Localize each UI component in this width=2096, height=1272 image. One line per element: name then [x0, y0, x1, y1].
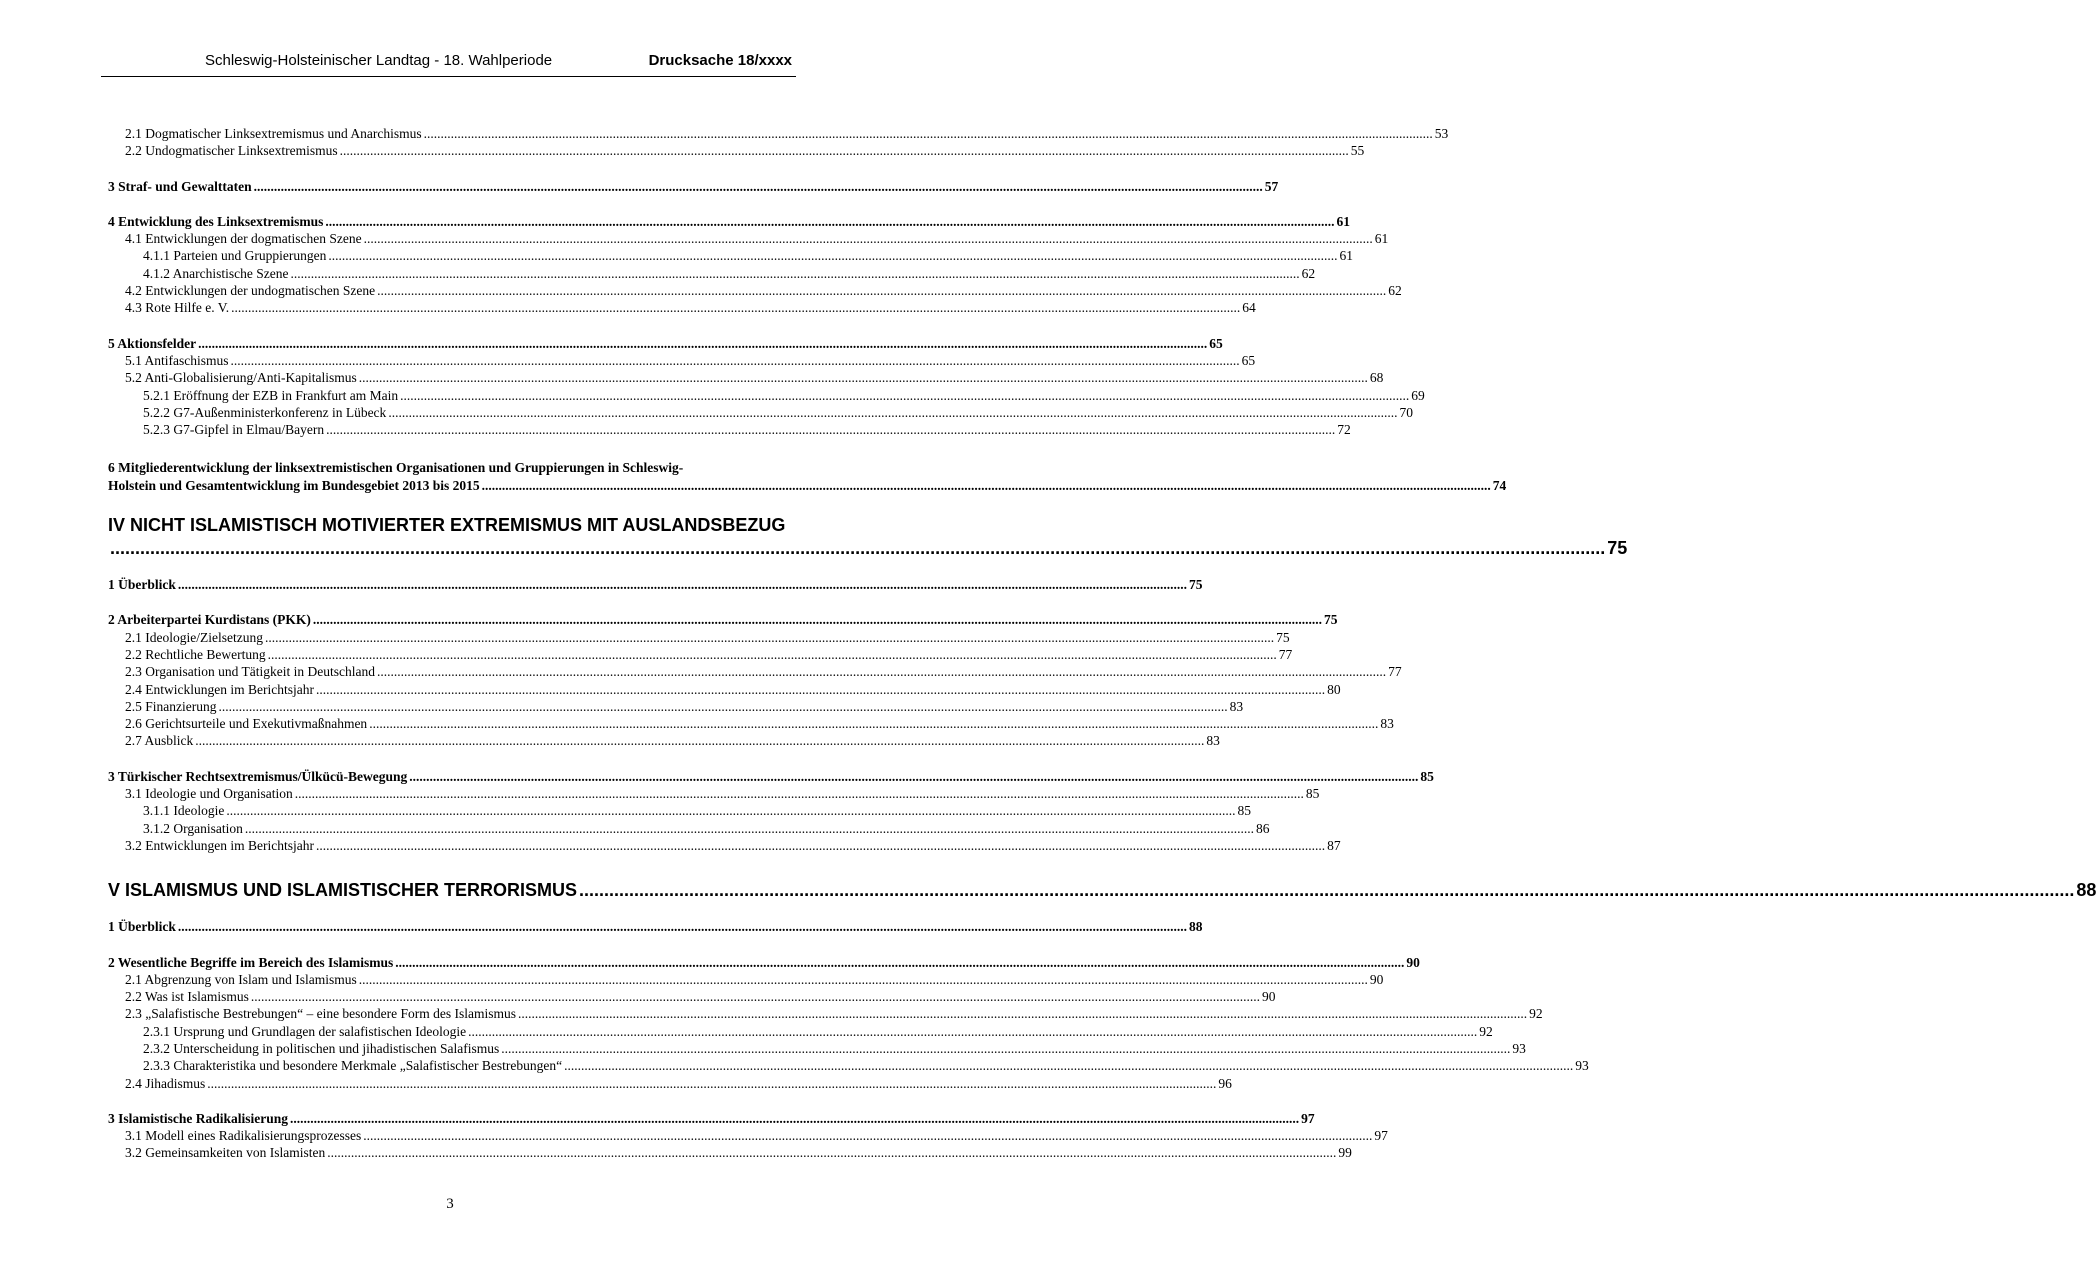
toc-section-entry[interactable]: 1 Überblick ........................................................................................................................................................................................................................................................................................................... 88: [108, 919, 1203, 935]
page-ref: 83: [1380, 716, 1394, 732]
leader-dots: ...........................................................................................................................................................................................................................................................................................................: [363, 1128, 1373, 1144]
page-header: [101, 52, 796, 77]
leader-dots: ...........................................................................................................................................................................................................................................................................................................: [177, 577, 1188, 593]
leader-dots: ...........................................................................................................................................................................................................................................................................................................: [363, 231, 1373, 247]
page-ref: 85: [1237, 803, 1251, 819]
page-ref: 85: [1305, 786, 1320, 802]
leader-dots: ...........................................................................................................................................................................................................................................................................................................: [564, 1058, 1574, 1074]
page-ref: 70: [1399, 404, 1413, 420]
leader-dots: ...........................................................................................................................................................................................................................................................................................................: [290, 1110, 1300, 1126]
page-ref: 62: [1301, 265, 1316, 281]
leader-dots: ...........................................................................................................................................................................................................................................................................................................: [327, 1145, 1337, 1161]
table-of-contents: [108, 125, 2096, 1162]
toc-section-entry[interactable]: 3 Straf- und Gewalttaten ........................................................................................................................................................................................................................................................................................................... 57: [108, 178, 1279, 194]
toc-entry[interactable]: 4.2 Entwicklungen der undogmatischen Szene ........................................................................................................................................................................................................................................................................................................... 62: [125, 283, 1402, 299]
page-ref: 61: [1374, 231, 1389, 247]
page-ref: 97: [1301, 1110, 1315, 1126]
page-ref: 62: [1388, 283, 1402, 299]
page-ref: 80: [1327, 681, 1341, 697]
leader-dots: ...........................................................................................................................................................................................................................................................................................................: [481, 477, 1491, 493]
header-title: Schleswig-Holsteinischer Landtag - 18. Wahlperiode: [205, 52, 553, 69]
toc-section-entry[interactable]: 3 Islamistische Radikalisierung ........................................................................................................................................................................................................................................................................................................... 97: [108, 1110, 1315, 1126]
toc-section-entry-line1[interactable]: 6 Mitgliederentwicklung der linksextremistischen Organisationen und Gruppierungen in Schleswig-: [108, 460, 684, 476]
toc-entry[interactable]: 3.1 Ideologie und Organisation ........................................................................................................................................................................................................................................................................................................... 85: [125, 786, 1320, 802]
page-ref: 55: [1350, 143, 1365, 159]
toc-entry[interactable]: 3.2 Gemeinsamkeiten von Islamisten ........................................................................................................................................................................................................................................................................................................... 99: [125, 1145, 1352, 1161]
toc-part-heading[interactable]: IV NICHT ISLAMISTISCH MOTIVIERTER EXTREMISMUS MIT AUSLANDSBEZUG ........................................................................................................................................................................................................................................................................................................... 75: [108, 515, 1628, 559]
leader-dots: ...........................................................................................................................................................................................................................................................................................................: [358, 370, 1368, 386]
leader-dots: ...........................................................................................................................................................................................................................................................................................................: [198, 335, 1208, 351]
toc-entry[interactable]: 5.1 Antifaschismus ........................................................................................................................................................................................................................................................................................................... 65: [125, 352, 1256, 368]
toc-entry[interactable]: 2.1 Dogmatischer Linksextremismus und Anarchismus ........................................................................................................................................................................................................................................................................................................... 53: [125, 126, 1449, 141]
toc-part-heading[interactable]: V ISLAMISMUS UND ISLAMISTISCHER TERRORISMUS ........................................................................................................................................................................................................................................................................................................... 88: [108, 880, 2096, 901]
toc-entry[interactable]: 2.2 Undogmatischer Linksextremismus ........................................................................................................................................................................................................................................................................................................... 55: [125, 143, 1365, 159]
page-ref: 97: [1374, 1128, 1388, 1144]
page-ref: 93: [1575, 1058, 1589, 1074]
leader-dots: ...........................................................................................................................................................................................................................................................................................................: [358, 971, 1368, 987]
toc-entry[interactable]: 2.3 Organisation und Tätigkeit in Deutschland ........................................................................................................................................................................................................................................................................................................... 77: [125, 664, 1402, 680]
leader-dots: ...........................................................................................................................................................................................................................................................................................................: [250, 989, 1261, 1005]
page-ref: 65: [1209, 335, 1223, 351]
page-ref: 83: [1229, 698, 1244, 714]
toc-entry[interactable]: 4.1.2 Anarchistische Szene ........................................................................................................................................................................................................................................................................................................... 62: [143, 265, 1316, 281]
leader-dots: ...........................................................................................................................................................................................................................................................................................................: [267, 646, 1277, 662]
leader-dots: ...........................................................................................................................................................................................................................................................................................................: [244, 820, 1254, 836]
toc-entry[interactable]: 2.1 Ideologie/Zielsetzung ........................................................................................................................................................................................................................................................................................................... 75: [125, 629, 1290, 645]
toc-entry[interactable]: 4.1 Entwicklungen der dogmatischen Szene ........................................................................................................................................................................................................................................................................................................... 61: [125, 231, 1389, 247]
toc-entry[interactable]: 2.5 Finanzierung ........................................................................................................................................................................................................................................................................................................... 83: [125, 698, 1244, 714]
leader-dots: ...........................................................................................................................................................................................................................................................................................................: [423, 126, 1433, 141]
leader-dots: ...........................................................................................................................................................................................................................................................................................................: [207, 1075, 1217, 1091]
page-ref: 75: [1607, 538, 1628, 559]
leader-dots: ...........................................................................................................................................................................................................................................................................................................: [226, 803, 1236, 819]
page-ref: 61: [1336, 213, 1351, 229]
leader-dots: ...........................................................................................................................................................................................................................................................................................................: [518, 1006, 1528, 1022]
leader-dots: ...........................................................................................................................................................................................................................................................................................................: [253, 178, 1263, 194]
toc-entry[interactable]: 2.2 Rechtliche Bewertung ........................................................................................................................................................................................................................................................................................................... 77: [125, 646, 1293, 662]
page-ref: 75: [1323, 612, 1338, 628]
drucksache-number: Drucksache 18/xxxx: [648, 52, 792, 69]
leader-dots: ...........................................................................................................................................................................................................................................................................................................: [339, 143, 1349, 159]
leader-dots: ...........................................................................................................................................................................................................................................................................................................: [388, 404, 1398, 420]
page-ref: 83: [1206, 733, 1220, 749]
page-ref: 53: [1434, 126, 1449, 141]
page-ref: 92: [1479, 1023, 1493, 1039]
toc-entry[interactable]: 5.2.2 G7-Außenministerkonferenz in Lübeck ........................................................................................................................................................................................................................................................................................................... 70: [143, 404, 1413, 420]
toc-entry[interactable]: 2.3 „Salafistische Bestrebungen“ – eine besondere Form des Islamismus ........................................................................................................................................................................................................................................................................................................... 92: [125, 1006, 1543, 1022]
toc-entry[interactable]: 3.1 Modell eines Radikalisierungsprozesses ........................................................................................................................................................................................................................................................................................................... 97: [125, 1128, 1388, 1144]
toc-entry[interactable]: 2.4 Entwicklungen im Berichtsjahr ........................................................................................................................................................................................................................................................................................................... 80: [125, 681, 1341, 697]
toc-section-entry[interactable]: 3 Türkischer Rechtsextremismus/Ülkücü-Bewegung ........................................................................................................................................................................................................................................................................................................... 85: [108, 768, 1434, 784]
leader-dots: ...........................................................................................................................................................................................................................................................................................................: [328, 248, 1338, 264]
page-ref: 93: [1512, 1040, 1526, 1056]
leader-dots: ...........................................................................................................................................................................................................................................................................................................: [409, 768, 1419, 784]
leader-dots: ...........................................................................................................................................................................................................................................................................................................: [501, 1040, 1511, 1056]
toc-entry[interactable]: 2.1 Abgrenzung von Islam und Islamismus ........................................................................................................................................................................................................................................................................................................... 90: [125, 971, 1384, 987]
toc-entry[interactable]: 5.2.3 G7-Gipfel in Elmau/Bayern ........................................................................................................................................................................................................................................................................................................... 72: [143, 422, 1351, 438]
page-ref: 99: [1338, 1145, 1352, 1161]
page-ref: 92: [1529, 1006, 1543, 1022]
toc-entry[interactable]: 3.1.1 Ideologie ........................................................................................................................................................................................................................................................................................................... 85: [143, 803, 1251, 819]
leader-dots: ...........................................................................................................................................................................................................................................................................................................: [231, 300, 1241, 316]
toc-entry[interactable]: 5.2 Anti-Globalisierung/Anti-Kapitalismus ........................................................................................................................................................................................................................................................................................................... 68: [125, 370, 1384, 386]
page-ref: 85: [1420, 768, 1434, 784]
page-ref: 64: [1242, 300, 1256, 316]
toc-entry[interactable]: 2.3.3 Charakteristika und besondere Merkmale „Salafistischer Bestrebungen“ ........................................................................................................................................................................................................................................................................................................... 93: [143, 1058, 1589, 1074]
toc-entry[interactable]: 2.3.1 Ursprung und Grundlagen der salafistischen Ideologie ........................................................................................................................................................................................................................................................................................................... 92: [143, 1023, 1493, 1039]
toc-entry[interactable]: 3.2 Entwicklungen im Berichtsjahr ........................................................................................................................................................................................................................................................................................................... 87: [125, 837, 1341, 853]
toc-entry[interactable]: 2.4 Jihadismus ........................................................................................................................................................................................................................................................................................................... 96: [125, 1075, 1232, 1091]
toc-entry[interactable]: 2.7 Ausblick ........................................................................................................................................................................................................................................................................................................... 83: [125, 733, 1220, 749]
toc-entry[interactable]: 2.2 Was ist Islamismus ........................................................................................................................................................................................................................................................................................................... 90: [125, 989, 1276, 1005]
page-ref: 69: [1411, 387, 1425, 403]
page-ref: 75: [1189, 577, 1203, 593]
page-ref: 75: [1276, 629, 1290, 645]
toc-entry[interactable]: 5.2.1 Eröffnung der EZB in Frankfurt am Main ........................................................................................................................................................................................................................................................................................................... 69: [143, 387, 1425, 403]
page-ref: 96: [1218, 1075, 1232, 1091]
leader-dots: ...........................................................................................................................................................................................................................................................................................................: [376, 664, 1387, 680]
toc-entry[interactable]: 2.3.2 Unterscheidung in politischen und jihadistischen Salafismus ........................................................................................................................................................................................................................................................................................................... 93: [143, 1040, 1526, 1056]
leader-dots: ...........................................................................................................................................................................................................................................................................................................: [230, 352, 1240, 368]
toc-entry[interactable]: 2.6 Gerichtsurteile und Exekutivmaßnahmen ........................................................................................................................................................................................................................................................................................................... 83: [125, 716, 1394, 732]
page-ref: 74: [1492, 477, 1507, 493]
leader-dots: ...........................................................................................................................................................................................................................................................................................................: [312, 612, 1322, 628]
leader-dots: ...........................................................................................................................................................................................................................................................................................................: [177, 919, 1188, 935]
leader-dots: ...........................................................................................................................................................................................................................................................................................................: [290, 265, 1300, 281]
leader-dots: ...........................................................................................................................................................................................................................................................................................................: [377, 283, 1387, 299]
toc-section-entry[interactable]: Holstein und Gesamtentwicklung im Bundesgebiet 2013 bis 2015 ........................................................................................................................................................................................................................................................................................................... 74: [108, 477, 1507, 493]
toc-section-entry[interactable]: 4 Entwicklung des Linksextremismus ........................................................................................................................................................................................................................................................................................................... 61: [108, 213, 1351, 229]
leader-dots: ...........................................................................................................................................................................................................................................................................................................: [326, 422, 1336, 438]
page-ref: 77: [1388, 664, 1402, 680]
page-ref: 87: [1327, 837, 1341, 853]
leader-dots: ...........................................................................................................................................................................................................................................................................................................: [400, 387, 1410, 403]
leader-dots: ...........................................................................................................................................................................................................................................................................................................: [315, 837, 1326, 853]
toc-entry[interactable]: 3.1.2 Organisation ........................................................................................................................................................................................................................................................................................................... 86: [143, 820, 1270, 836]
page-ref: 88: [1189, 919, 1203, 935]
leader-dots: ...........................................................................................................................................................................................................................................................................................................: [325, 213, 1335, 229]
leader-dots: ...........................................................................................................................................................................................................................................................................................................: [315, 681, 1326, 697]
toc-entry[interactable]: 4.3 Rote Hilfe e. V. ........................................................................................................................................................................................................................................................................................................... 64: [125, 300, 1256, 316]
leader-dots: ...........................................................................................................................................................................................................................................................................................................: [579, 880, 2075, 901]
page-ref: 90: [1262, 989, 1276, 1005]
toc-section-entry[interactable]: 2 Arbeiterpartei Kurdistans (PKK) ........................................................................................................................................................................................................................................................................................................... 75: [108, 612, 1338, 628]
page-ref: 90: [1369, 971, 1384, 987]
page-ref: 88: [2076, 880, 2096, 901]
leader-dots: ...........................................................................................................................................................................................................................................................................................................: [369, 716, 1379, 732]
page-number: 3: [446, 1196, 454, 1212]
page-ref: 77: [1278, 646, 1293, 662]
page-ref: 86: [1256, 820, 1270, 836]
toc-section-entry[interactable]: 2 Wesentliche Begriffe im Bereich des Islamismus ........................................................................................................................................................................................................................................................................................................... 90: [108, 954, 1420, 970]
toc-section-entry[interactable]: 5 Aktionsfelder ........................................................................................................................................................................................................................................................................................................... 65: [108, 335, 1223, 351]
leader-dots: ...........................................................................................................................................................................................................................................................................................................: [468, 1023, 1478, 1039]
leader-dots: ...........................................................................................................................................................................................................................................................................................................: [264, 629, 1275, 645]
leader-dots: ...........................................................................................................................................................................................................................................................................................................: [294, 786, 1304, 802]
leader-dots: ...........................................................................................................................................................................................................................................................................................................: [195, 733, 1205, 749]
page-ref: 61: [1339, 248, 1353, 264]
page-ref: 68: [1369, 370, 1384, 386]
page-ref: 57: [1264, 178, 1279, 194]
leader-dots: ...........................................................................................................................................................................................................................................................................................................: [218, 698, 1228, 714]
toc-entry[interactable]: 4.1.1 Parteien und Gruppierungen ........................................................................................................................................................................................................................................................................................................... 61: [143, 248, 1353, 264]
page-ref: 65: [1241, 352, 1256, 368]
page-ref: 90: [1406, 954, 1420, 970]
leader-dots: ...........................................................................................................................................................................................................................................................................................................: [395, 954, 1405, 970]
leader-dots: ...........................................................................................................................................................................................................................................................................................................: [110, 538, 1606, 559]
page-ref: 72: [1337, 422, 1351, 438]
toc-section-entry[interactable]: 1 Überblick ........................................................................................................................................................................................................................................................................................................... 75: [108, 577, 1203, 593]
